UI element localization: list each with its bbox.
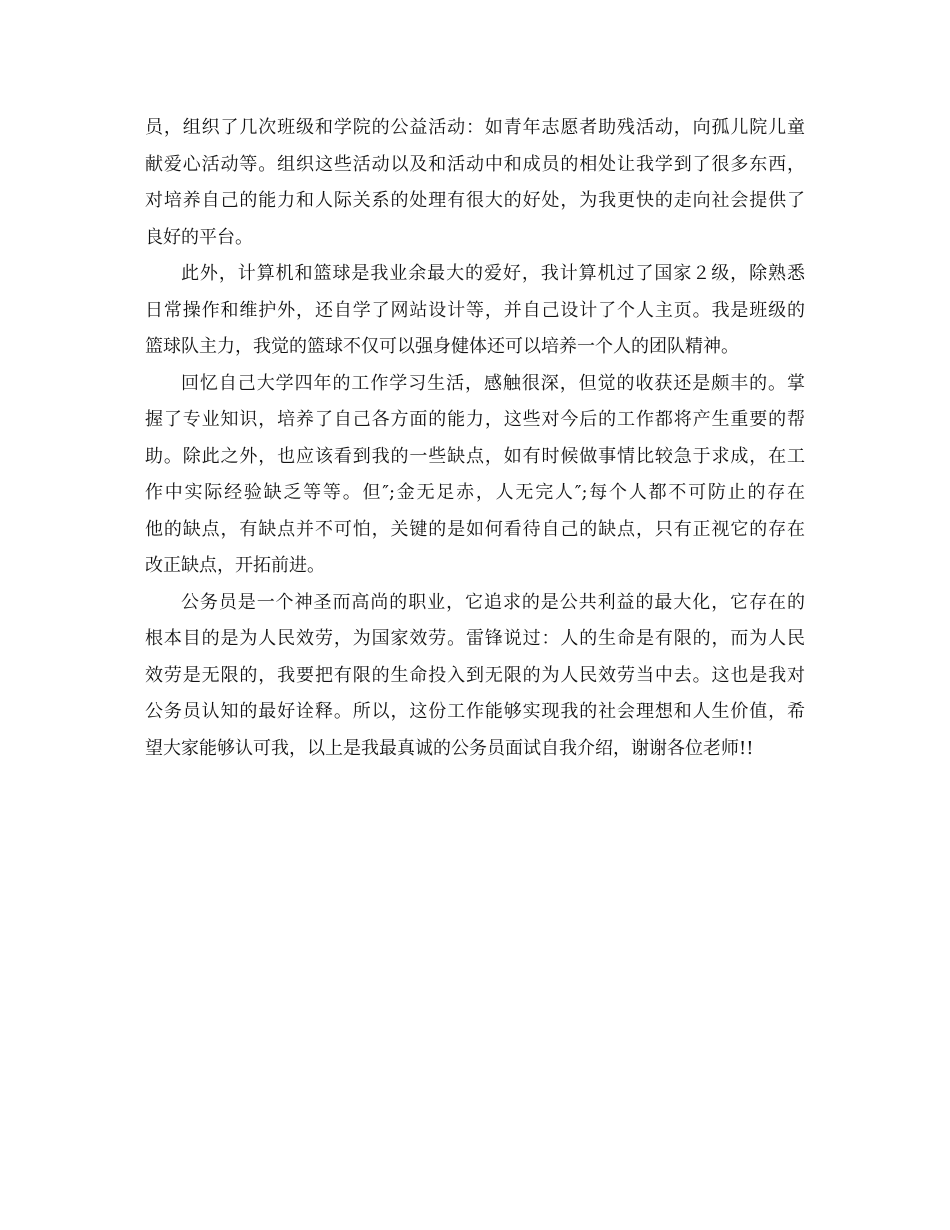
text-line: 日常操作和维护外，还自学了网站设计等，并自己设计了个人主页。我是班级的 (145, 299, 805, 321)
text-line: 改正缺点，开拓前进。 (145, 555, 325, 576)
paragraph-3 (145, 366, 805, 585)
text-line: 公务员是一个神圣而高尚的职业，它追求的是公共利益的最大化，它存在的 (181, 591, 805, 613)
text-line: 公务员认知的最好诠释。所以，这份工作能够实现我的社会理想和人生价值，希 (145, 701, 805, 722)
text-line: 握了专业知识，培养了自己各方面的能力，这些对今后的工作都将产生重要的帮 (145, 409, 805, 430)
body-text (145, 110, 805, 767)
text-line: 根本目的是为人民效劳，为国家效劳。雷锋说过：人的生命是有限的，而为人民 (145, 628, 805, 649)
text-line: 良好的平台。 (145, 226, 253, 248)
text-line: 他的缺点，有缺点并不可怕，关键的是如何看待自己的缺点，只有正视它的存在 (145, 518, 805, 540)
text-line: 回忆自己大学四年的工作学习生活，感触很深，但觉的收获还是颇丰的。掌 (181, 372, 805, 394)
text-line: 篮球队主力，我觉的篮球不仅可以强身健体还可以培养一个人的团队精神。 (145, 336, 739, 357)
text-line: 助。除此之外，也应该看到我的一些缺点，如有时候做事情比较急于求成，在工 (145, 445, 805, 467)
text-line: 员，组织了几次班级和学院的公益活动：如青年志愿者助残活动，向孤儿院儿童 (145, 117, 805, 138)
text-line: 献爱心活动等。组织这些活动以及和活动中和成员的相处让我学到了很多东西， (145, 153, 805, 175)
text-line: 望大家能够认可我，以上是我最真诚的公务员面试自我介绍，谢谢各位老师!! (145, 737, 754, 759)
paragraph-1 (145, 110, 805, 256)
paragraph-4 (145, 585, 805, 768)
text-line: 作中实际经验缺乏等等。但″;金无足赤，人无完人″;每个人都不可防止的存在 (145, 482, 805, 503)
text-line: 效劳是无限的，我要把有限的生命投入到无限的为人民效劳当中去。这也是我对 (145, 664, 805, 686)
text-line: 对培养自己的能力和人际关系的处理有很大的好处，为我更快的走向社会提供了 (145, 190, 805, 211)
paragraph-2 (145, 256, 805, 366)
text-line: 此外，计算机和篮球是我业余最大的爱好，我计算机过了国家２级，除熟悉 (181, 263, 805, 284)
